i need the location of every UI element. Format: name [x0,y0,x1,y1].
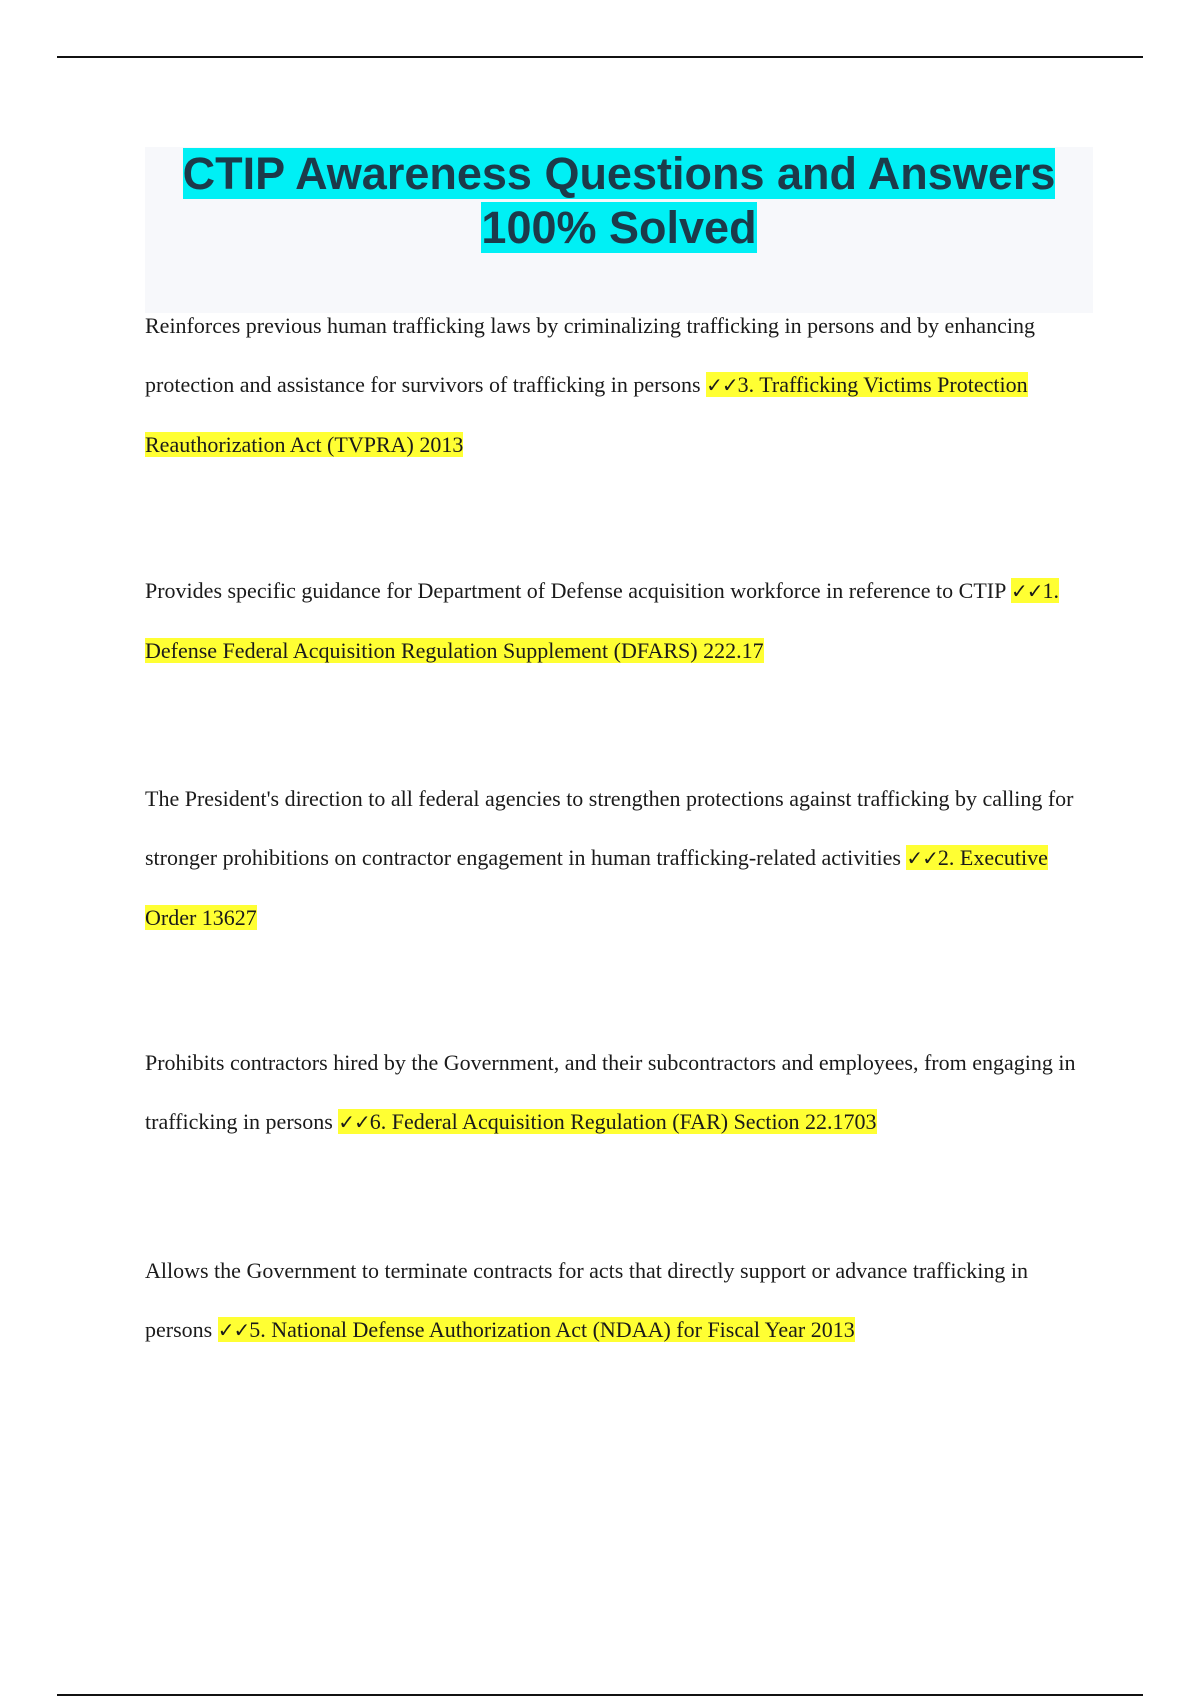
footer-rule [57,1694,1143,1696]
question-text: Allows the Government to terminate contracts for acts that directly support or advance trafficking in persons [145,1258,1028,1342]
answer-text: 2. Executive Order 13627 [145,845,1048,930]
answer-highlight [218,1317,855,1342]
check-icon: ✓✓ [217,1318,250,1342]
check-icon: ✓✓ [706,373,738,397]
qa-item [145,296,1095,474]
check-icon: ✓✓ [338,1110,370,1134]
question-text: The President's direction to all federal agencies to strengthen protections against trafficking by calling for stronger prohibitions on contractor engagement in human trafficking-related activities [145,786,1074,870]
qa-item [145,769,1095,947]
question-text: Provides specific guidance for Department of Defense acquisition workforce in reference to CTIP [145,578,1012,603]
qa-item [145,1033,1095,1152]
qa-item [145,561,1095,680]
check-icon: ✓✓ [1011,579,1043,603]
header-rule [57,56,1143,58]
answer-text: 1. Defense Federal Acquisition Regulation Supplement (DFARS) 222.17 [145,578,1060,663]
question-text: Prohibits contractors hired by the Government, and their subcontractors and employees, from engaging in trafficking in persons [145,1050,1076,1134]
title-block [145,147,1093,313]
answer-text: 3. Trafficking Victims Protection Reauthorization Act (TVPRA) 2013 [145,372,1028,457]
title-line-2: 100% Solved [481,202,757,253]
answer-highlight [338,1109,876,1134]
qa-item [145,1241,1095,1360]
answer-text: 6. Federal Acquisition Regulation (FAR) Section 22.1703 [369,1109,877,1134]
check-icon: ✓✓ [906,846,938,870]
answer-text: 5. National Defense Authorization Act (NDAA) for Fiscal Year 2013 [249,1317,855,1342]
page-title [145,147,1093,255]
question-text: Reinforces previous human trafficking laws by criminalizing trafficking in persons and by enhancing protection and assistance for survivors of trafficking in persons [145,313,1035,397]
title-line-1: CTIP Awareness Questions and Answers [182,148,1056,199]
